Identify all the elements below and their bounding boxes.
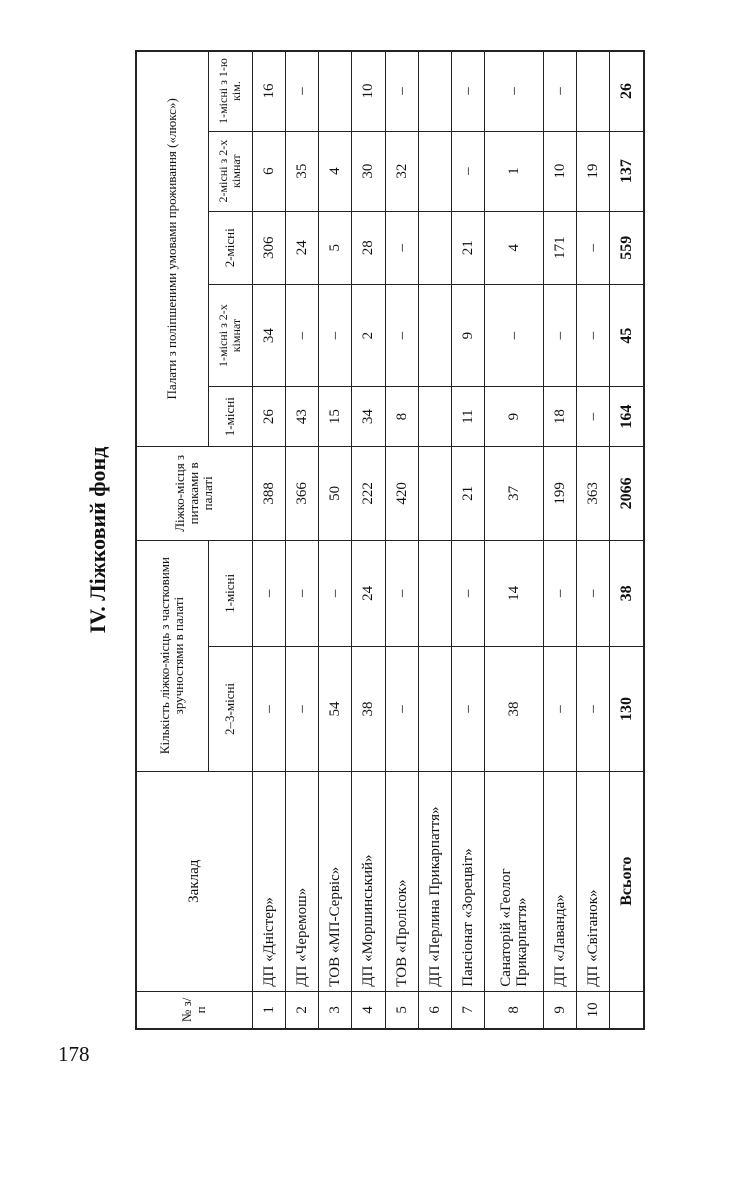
cell-imp-1: 15: [319, 387, 352, 447]
cell-institution: ТОВ «МП-Сервіс»: [319, 771, 352, 991]
table-row: [418, 51, 451, 1029]
cell-imp-2: 21: [452, 211, 485, 284]
cell-imp-2-2rooms: 1: [485, 131, 544, 211]
total-partial-1: 38: [610, 540, 644, 647]
cell-no: 8: [485, 991, 544, 1029]
cell-imp-2-2rooms: 19: [577, 131, 610, 211]
cell-no: 2: [285, 991, 318, 1029]
cell-imp-1-10rooms: [319, 51, 352, 131]
cell-imp-1-10rooms: [577, 51, 610, 131]
cell-imp-2: 4: [485, 211, 544, 284]
table-row: [352, 51, 385, 1029]
cell-partial-2-3: –: [577, 647, 610, 771]
cell-partial-1: –: [577, 540, 610, 647]
cell-institution: ДП «Перлина Прикарпаття»: [418, 771, 451, 991]
cell-imp-2-2rooms: 6: [252, 131, 285, 211]
cell-with-toilets: 420: [385, 447, 418, 540]
cell-no: 6: [418, 991, 451, 1029]
table-row: [485, 51, 544, 1029]
cell-with-toilets: 222: [352, 447, 385, 540]
table-row: [252, 51, 285, 1029]
table-row: [577, 51, 610, 1029]
table-row: [319, 51, 352, 1029]
total-imp-1: 164: [610, 387, 644, 447]
cell-partial-1: –: [319, 540, 352, 647]
cell-imp-1: [418, 387, 451, 447]
cell-no: 5: [385, 991, 418, 1029]
cell-imp-1-10rooms: –: [285, 51, 318, 131]
cell-imp-2: [418, 211, 451, 284]
cell-imp-2: 5: [319, 211, 352, 284]
total-imp-1-2rooms: 45: [610, 284, 644, 386]
table-row: [543, 51, 576, 1029]
cell-institution: ДП «Моршинський»: [352, 771, 385, 991]
cell-imp-2: –: [385, 211, 418, 284]
cell-imp-1-2rooms: 9: [452, 284, 485, 386]
page-number: 178: [58, 1042, 90, 1066]
col-header-imp-2: 2-місні: [208, 211, 252, 284]
cell-imp-1-2rooms: [418, 284, 451, 386]
rotated-page-content: [85, 50, 645, 1030]
total-row: [610, 51, 644, 1029]
cell-imp-1-2rooms: 34: [252, 284, 285, 386]
cell-imp-1: 9: [485, 387, 544, 447]
col-header-no: № з/п: [136, 991, 252, 1029]
cell-with-toilets: 388: [252, 447, 285, 540]
total-imp-2: 559: [610, 211, 644, 284]
cell-with-toilets: 21: [452, 447, 485, 540]
cell-imp-1: 11: [452, 387, 485, 447]
cell-imp-1-2rooms: –: [285, 284, 318, 386]
cell-imp-2: 28: [352, 211, 385, 284]
cell-imp-2-2rooms: 10: [543, 131, 576, 211]
cell-imp-1-10rooms: –: [485, 51, 544, 131]
total-imp-1-10rooms: 26: [610, 51, 644, 131]
cell-imp-1: 26: [252, 387, 285, 447]
col-header-institution: Заклад: [136, 771, 252, 991]
bed-fund-table: [135, 50, 645, 1030]
cell-imp-1-10rooms: 10: [352, 51, 385, 131]
cell-partial-2-3: –: [252, 647, 285, 771]
cell-with-toilets: 363: [577, 447, 610, 540]
cell-no: 1: [252, 991, 285, 1029]
cell-institution: ДП «Світанок»: [577, 771, 610, 991]
cell-imp-2: 24: [285, 211, 318, 284]
table-row: [285, 51, 318, 1029]
cell-partial-2-3: –: [285, 647, 318, 771]
total-imp-2-2rooms: 137: [610, 131, 644, 211]
col-header-partial-2-3: 2–3-місні: [208, 647, 252, 771]
cell-no: [610, 991, 644, 1029]
cell-partial-1: –: [385, 540, 418, 647]
col-header-improved: Палати з поліпшеними умовами проживання («люкс»): [136, 51, 208, 447]
cell-with-toilets: 199: [543, 447, 576, 540]
cell-imp-2-2rooms: –: [452, 131, 485, 211]
cell-with-toilets: [418, 447, 451, 540]
cell-imp-1-10rooms: –: [543, 51, 576, 131]
cell-partial-1: [418, 540, 451, 647]
cell-imp-1-2rooms: –: [543, 284, 576, 386]
cell-institution: ТОВ «Пролісок»: [385, 771, 418, 991]
cell-partial-1: –: [452, 540, 485, 647]
cell-imp-1-2rooms: –: [319, 284, 352, 386]
cell-institution: Санаторій «Геолог Прикарпаття»: [485, 771, 544, 991]
cell-imp-2-2rooms: 4: [319, 131, 352, 211]
cell-imp-2: 306: [252, 211, 285, 284]
cell-imp-1: 8: [385, 387, 418, 447]
cell-imp-1: –: [577, 387, 610, 447]
cell-partial-1: 14: [485, 540, 544, 647]
cell-partial-1: –: [285, 540, 318, 647]
cell-imp-2-2rooms: [418, 131, 451, 211]
cell-institution: Пансіонат «Зорецвіт»: [452, 771, 485, 991]
cell-imp-2-2rooms: 32: [385, 131, 418, 211]
col-header-imp-1-10rooms: 1-місні з 1-ю кім.: [208, 51, 252, 131]
cell-imp-2-2rooms: 35: [285, 131, 318, 211]
col-header-imp-1: 1-місні: [208, 387, 252, 447]
col-header-partial: Кількість ліжко-місць з частковими зручностями в палаті: [136, 540, 208, 771]
cell-imp-2: 171: [543, 211, 576, 284]
cell-imp-1-10rooms: –: [385, 51, 418, 131]
cell-imp-1-10rooms: –: [452, 51, 485, 131]
cell-partial-2-3: 38: [352, 647, 385, 771]
cell-imp-1: 34: [352, 387, 385, 447]
col-header-partial-1: 1-місні: [208, 540, 252, 647]
cell-partial-2-3: –: [543, 647, 576, 771]
cell-partial-2-3: 54: [319, 647, 352, 771]
total-partial-2-3: 130: [610, 647, 644, 771]
cell-imp-1-10rooms: 16: [252, 51, 285, 131]
cell-imp-2: –: [577, 211, 610, 284]
cell-partial-1: –: [252, 540, 285, 647]
cell-imp-1: 43: [285, 387, 318, 447]
cell-partial-2-3: –: [385, 647, 418, 771]
cell-imp-1-2rooms: –: [385, 284, 418, 386]
table-row: [452, 51, 485, 1029]
cell-partial-1: 24: [352, 540, 385, 647]
cell-imp-1-10rooms: [418, 51, 451, 131]
col-header-imp-1-2rooms: 1-місні з 2-х кімнат: [208, 284, 252, 386]
cell-with-toilets: 37: [485, 447, 544, 540]
cell-imp-1-2rooms: –: [577, 284, 610, 386]
cell-institution: ДП «Лаванда»: [543, 771, 576, 991]
total-label: Всього: [610, 771, 644, 991]
cell-no: 7: [452, 991, 485, 1029]
cell-partial-2-3: [418, 647, 451, 771]
col-header-imp-2-2rooms: 2-місні з 2-х кімнат: [208, 131, 252, 211]
section-title: IV. Ліжковий фонд: [85, 446, 110, 634]
cell-no: 9: [543, 991, 576, 1029]
col-header-with-toilets: Ліжко-місця з питаками в палаті: [136, 447, 252, 540]
cell-with-toilets: 50: [319, 447, 352, 540]
total-with-toilets: 2066: [610, 447, 644, 540]
cell-no: 4: [352, 991, 385, 1029]
cell-partial-1: –: [543, 540, 576, 647]
cell-institution: ДП «Дністер»: [252, 771, 285, 991]
cell-partial-2-3: –: [452, 647, 485, 771]
cell-imp-1-2rooms: –: [485, 284, 544, 386]
cell-with-toilets: 366: [285, 447, 318, 540]
cell-imp-1-2rooms: 2: [352, 284, 385, 386]
cell-imp-1: 18: [543, 387, 576, 447]
cell-institution: ДП «Черемош»: [285, 771, 318, 991]
cell-imp-2-2rooms: 30: [352, 131, 385, 211]
cell-partial-2-3: 38: [485, 647, 544, 771]
cell-no: 10: [577, 991, 610, 1029]
table-row: [385, 51, 418, 1029]
cell-no: 3: [319, 991, 352, 1029]
